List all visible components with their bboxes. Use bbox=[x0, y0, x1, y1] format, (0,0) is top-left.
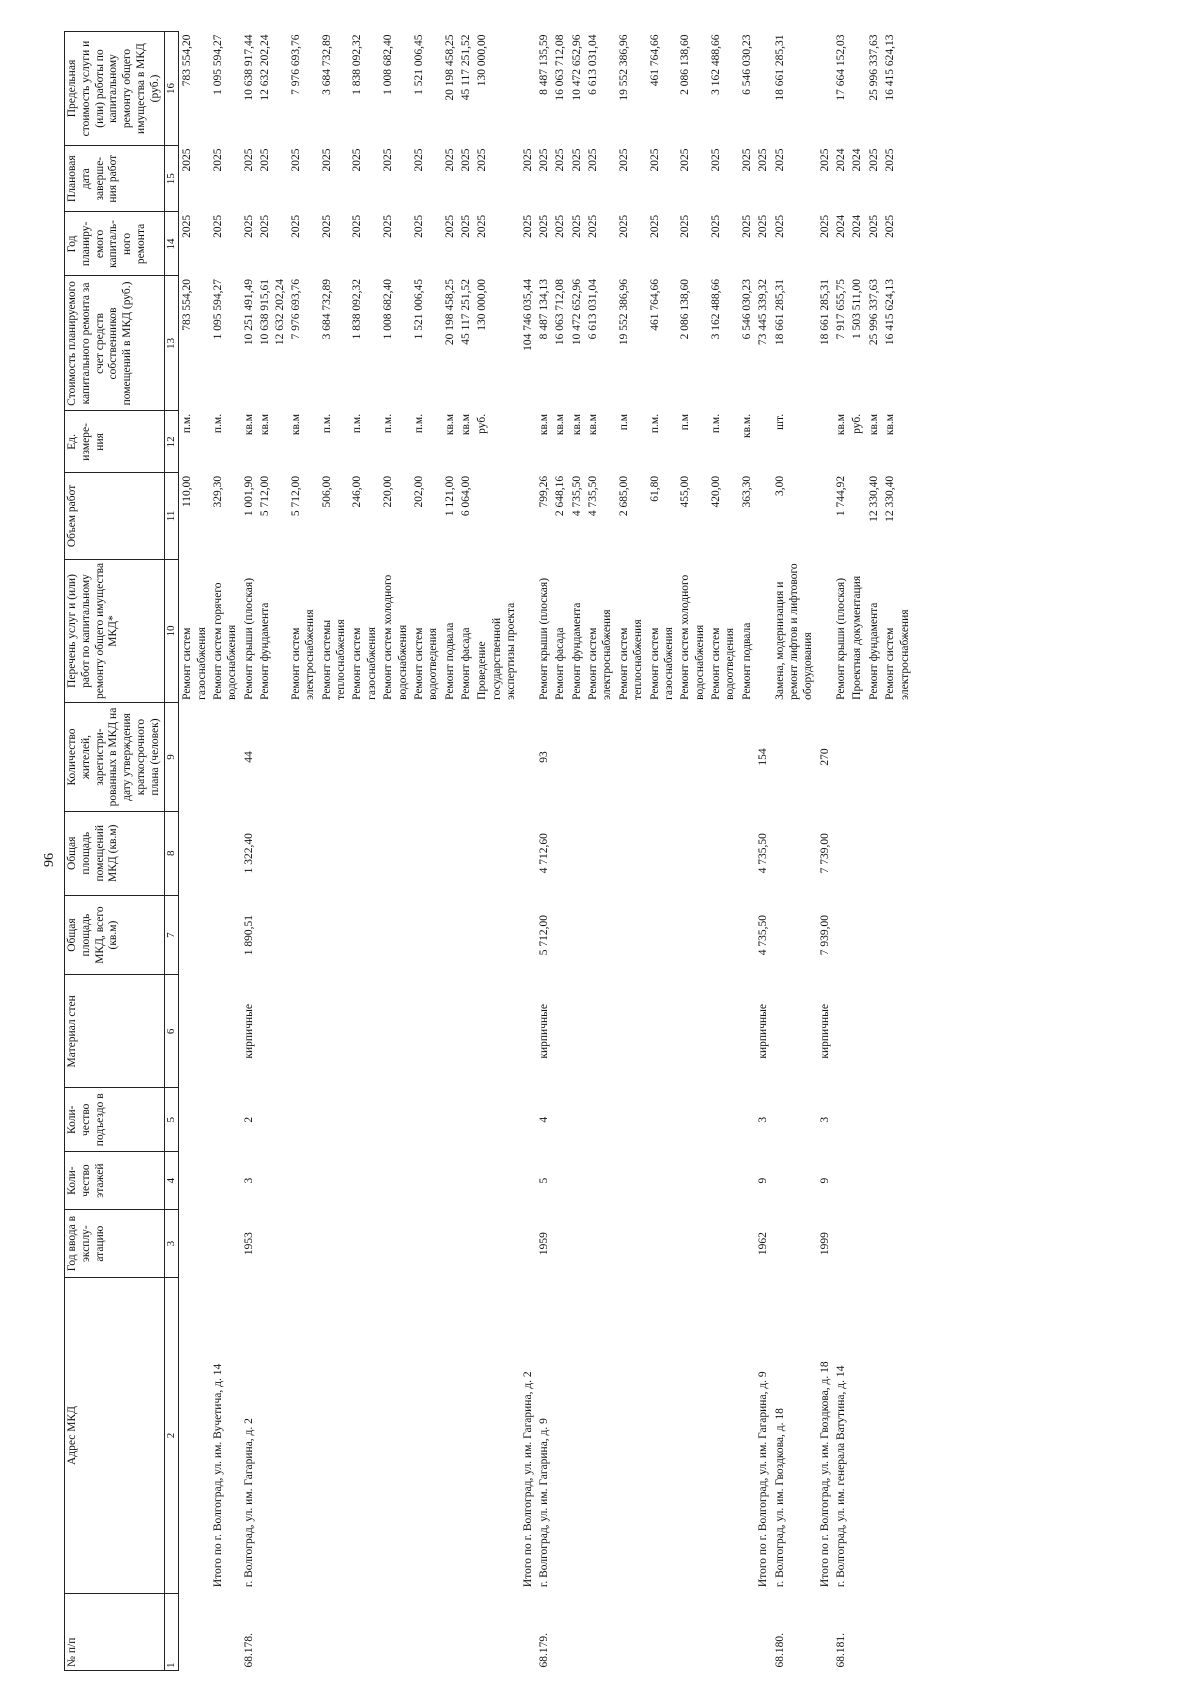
work-cost: 1 008 682,40 bbox=[382, 279, 395, 340]
area-total: 7 939,00 bbox=[818, 914, 831, 956]
work-date: 2025 bbox=[884, 148, 897, 172]
work-name: Ремонт подвала bbox=[740, 622, 753, 700]
work-cost: 16 063 712,08 bbox=[554, 279, 567, 346]
work-volume: 1 744,92 bbox=[835, 475, 848, 517]
work-unit: кв.м bbox=[289, 413, 302, 436]
work-unit: кв.м bbox=[242, 413, 255, 436]
work-limit: 10 472 652,96 bbox=[570, 34, 583, 101]
total-date: 2025 bbox=[818, 148, 831, 172]
work-limit: 130 000,00 bbox=[476, 34, 489, 87]
work-limit: 1 838 092,32 bbox=[351, 34, 364, 95]
entrances: 3 bbox=[818, 1116, 831, 1123]
work-date: 2025 bbox=[181, 148, 194, 172]
work-name: Ремонт фундамента bbox=[259, 602, 272, 700]
work-name: Ремонт фундамента bbox=[867, 602, 880, 700]
work-year: 2025 bbox=[537, 214, 550, 238]
work-name: Ремонт систем электроснабжения bbox=[289, 609, 317, 700]
work-limit: 18 661 285,31 bbox=[773, 34, 786, 101]
work-cost: 12 632 202,24 bbox=[273, 279, 286, 346]
residents: 270 bbox=[818, 748, 831, 766]
col-header-works: Перечень услуг и (или) работ по капитальному ремонту общего имущества МКД* bbox=[65, 559, 165, 703]
column-number: 4 bbox=[164, 1152, 179, 1210]
col-header-built: Год ввода в эксплу-атацию bbox=[65, 1209, 165, 1278]
wall-material: кирпичные bbox=[757, 1004, 770, 1059]
work-limit: 16 063 712,08 bbox=[554, 34, 567, 101]
area-total: 1 890,51 bbox=[242, 914, 255, 956]
col-header-entrances: Коли-чество подъездо в bbox=[65, 1088, 165, 1152]
work-name: Проведение государственной экспертизы проекта bbox=[476, 602, 518, 700]
work-limit: 25 996 337,63 bbox=[867, 34, 880, 101]
work-year: 2025 bbox=[587, 214, 600, 238]
work-name: Ремонт крыши (плоская) bbox=[835, 577, 848, 700]
total-year: 2025 bbox=[757, 214, 770, 238]
work-unit: п.м bbox=[679, 413, 692, 431]
table-row bbox=[349, 32, 380, 1671]
total-label: Итого по г. Волгоград, ул. им. Гагарина, д. 9 bbox=[757, 1371, 770, 1588]
building-address: г. Волгоград, ул. им. генерала Ватутина, д. 14 bbox=[835, 1365, 848, 1588]
work-date: 2025 bbox=[382, 148, 395, 172]
work-year: 2025 bbox=[740, 214, 753, 238]
total-cost: 1 095 594,27 bbox=[212, 279, 225, 340]
work-volume: 2 648,16 bbox=[554, 475, 567, 517]
work-limit: 45 117 251,52 bbox=[460, 34, 473, 101]
work-year: 2025 bbox=[648, 214, 661, 238]
area-rooms: 1 322,40 bbox=[242, 833, 255, 874]
work-name: Ремонт систем холодного водоснабжения bbox=[679, 574, 706, 700]
work-cost: 461 764,66 bbox=[648, 279, 661, 331]
item-number: 68.181. bbox=[835, 1633, 848, 1668]
work-unit: п.м. bbox=[412, 413, 425, 434]
total-year: 2025 bbox=[818, 214, 831, 238]
work-date: 2025 bbox=[679, 148, 692, 172]
work-year: 2025 bbox=[320, 214, 333, 238]
residents: 93 bbox=[537, 751, 550, 763]
work-cost: 6 613 031,04 bbox=[587, 279, 600, 340]
work-volume: 246,00 bbox=[351, 475, 364, 508]
table-row bbox=[882, 32, 913, 1671]
col-header-volume: Объем работ bbox=[65, 473, 165, 559]
work-unit: п.м. bbox=[181, 413, 194, 434]
work-unit: кв.м bbox=[554, 413, 567, 436]
work-unit: руб. bbox=[476, 413, 489, 434]
column-number: 2 bbox=[164, 1278, 179, 1593]
work-year: 2025 bbox=[867, 214, 880, 238]
repair-plan-table bbox=[64, 31, 913, 1671]
building-address: г. Волгоград, ул. им. Гагарина, д. 9 bbox=[537, 1418, 550, 1588]
work-unit: кв.м. bbox=[740, 413, 753, 438]
work-volume: 329,30 bbox=[212, 475, 225, 508]
work-volume: 4 735,50 bbox=[587, 475, 600, 517]
col-header-area-rooms: Общая площадь помещений МКД (кв.м) bbox=[65, 811, 165, 895]
table-row bbox=[647, 32, 678, 1671]
col-header-floors: Коли-чество этажей bbox=[65, 1152, 165, 1210]
work-unit: п.м. bbox=[320, 413, 333, 434]
area-total: 4 735,50 bbox=[757, 914, 770, 956]
work-date: 2024 bbox=[851, 148, 864, 172]
total-year: 2025 bbox=[212, 214, 225, 238]
work-cost: 3 162 488,66 bbox=[710, 279, 723, 340]
work-volume: 506,00 bbox=[320, 475, 333, 508]
work-cost: 6 546 030,23 bbox=[740, 279, 753, 340]
work-name: Ремонт систем водоотведения bbox=[412, 627, 440, 700]
total-cost: 73 445 339,32 bbox=[757, 279, 770, 346]
work-cost: 1 838 092,32 bbox=[351, 279, 364, 340]
work-volume: 220,00 bbox=[382, 475, 395, 508]
work-name: Ремонт систем водоотведения bbox=[710, 627, 737, 700]
work-unit: кв.м bbox=[460, 413, 473, 436]
work-cost: 7 917 655,75 bbox=[835, 279, 848, 340]
work-name: Ремонт систем газоснабжения bbox=[351, 627, 378, 700]
work-limit: 8 487 135,59 bbox=[537, 34, 550, 95]
work-unit: п.м. bbox=[351, 413, 364, 434]
total-limit: 1 095 594,27 bbox=[212, 34, 225, 95]
work-name: Ремонт систем электроснабжения bbox=[587, 609, 614, 700]
work-limit: 19 552 386,96 bbox=[617, 34, 630, 101]
work-date: 2025 bbox=[460, 148, 473, 172]
work-year: 2025 bbox=[443, 214, 456, 238]
work-volume: 202,00 bbox=[412, 475, 425, 508]
work-cost: 25 996 337,63 bbox=[867, 279, 880, 346]
work-year: 2025 bbox=[617, 214, 630, 238]
col-header-date: Плановая дата заверше-ния работ bbox=[65, 146, 165, 212]
work-cost: 783 554,20 bbox=[181, 279, 194, 331]
work-name: Ремонт систем холодного водоснабжения bbox=[382, 574, 409, 700]
work-date: 2025 bbox=[570, 148, 583, 172]
floors: 9 bbox=[818, 1177, 831, 1184]
work-date: 2025 bbox=[289, 148, 302, 172]
table-row bbox=[616, 32, 647, 1671]
work-volume: 455,00 bbox=[679, 475, 692, 508]
work-volume: 4 735,50 bbox=[570, 475, 583, 517]
wall-material: кирпичные bbox=[818, 1004, 831, 1059]
work-year: 2025 bbox=[773, 214, 786, 238]
work-date: 2025 bbox=[259, 148, 272, 172]
work-volume: 110,00 bbox=[181, 475, 194, 508]
work-limit: 1 521 006,45 bbox=[412, 34, 425, 95]
work-limit: 1 008 682,40 bbox=[382, 34, 395, 95]
entrances: 2 bbox=[242, 1116, 255, 1123]
work-cost: 8 487 134,13 bbox=[537, 279, 550, 340]
work-date: 2025 bbox=[242, 148, 255, 172]
table-row bbox=[474, 32, 519, 1671]
work-date: 2025 bbox=[476, 148, 489, 172]
work-cost: 1 503 511,00 bbox=[851, 279, 864, 339]
work-volume: 420,00 bbox=[710, 475, 723, 508]
work-year: 2025 bbox=[476, 214, 489, 238]
work-volume: 6 064,00 bbox=[460, 475, 473, 517]
work-unit: кв.м bbox=[570, 413, 583, 436]
work-volume: 1 001,90 bbox=[242, 475, 255, 517]
work-year: 2024 bbox=[835, 214, 848, 238]
building-row bbox=[241, 32, 257, 1671]
table-row bbox=[739, 32, 755, 1671]
work-year: 2025 bbox=[679, 214, 692, 238]
item-number: 68.180. bbox=[773, 1633, 786, 1668]
work-unit: п.м. bbox=[212, 413, 225, 434]
col-header-limit: Предельная стоимость услуги и (или) работы по капитальному ремонту общего имущества в МКД (руб.) bbox=[65, 32, 165, 146]
column-number: 11 bbox=[164, 473, 179, 559]
work-name: Ремонт фундамента bbox=[570, 602, 583, 700]
work-name: Ремонт крыши (плоская) bbox=[242, 577, 255, 700]
work-year: 2025 bbox=[242, 214, 255, 238]
work-volume: 5 712,00 bbox=[289, 475, 302, 517]
work-name: Ремонт систем теплоснабжения bbox=[617, 619, 645, 700]
work-name: Ремонт подвала bbox=[443, 622, 456, 700]
work-cost: 45 117 251,52 bbox=[460, 279, 473, 345]
work-date: 2025 bbox=[710, 148, 723, 172]
work-year: 2025 bbox=[884, 214, 897, 238]
work-date: 2025 bbox=[587, 148, 600, 172]
work-volume: 12 330,40 bbox=[884, 475, 897, 522]
page-number: 96 bbox=[42, 853, 57, 867]
floors: 9 bbox=[757, 1177, 770, 1184]
area-rooms: 4 735,50 bbox=[757, 833, 770, 874]
area-total: 5 712,00 bbox=[537, 914, 550, 956]
work-cost: 16 415 624,13 bbox=[884, 279, 897, 346]
work-year: 2025 bbox=[570, 214, 583, 238]
work-limit: 12 632 202,24 bbox=[259, 34, 272, 101]
work-unit: кв.м bbox=[587, 413, 600, 436]
work-year: 2025 bbox=[351, 214, 364, 238]
col-header-address: Адрес МКД bbox=[65, 1278, 165, 1593]
table-row bbox=[411, 32, 442, 1671]
column-number: 9 bbox=[164, 703, 179, 811]
work-limit: 16 415 624,13 bbox=[884, 34, 897, 101]
work-limit: 461 764,66 bbox=[648, 34, 661, 87]
total-year: 2025 bbox=[521, 214, 534, 238]
work-name: Ремонт систем горячего водоснабжения bbox=[212, 582, 239, 700]
work-name: Ремонт системы теплоснабжения bbox=[320, 619, 348, 700]
area-rooms: 4 712,60 bbox=[537, 833, 550, 874]
column-number: 10 bbox=[164, 559, 179, 703]
floors: 5 bbox=[537, 1177, 550, 1184]
work-unit: кв.м bbox=[259, 413, 272, 436]
work-date: 2025 bbox=[554, 148, 567, 172]
work-name: Ремонт систем газоснабжения bbox=[181, 627, 208, 700]
work-year: 2025 bbox=[259, 214, 272, 238]
column-number: 3 bbox=[164, 1209, 179, 1278]
work-limit: 20 198 458,25 bbox=[443, 34, 456, 101]
floors: 3 bbox=[242, 1177, 255, 1184]
total-date: 2025 bbox=[757, 148, 770, 172]
work-name: Ремонт систем электроснабжения bbox=[884, 609, 911, 700]
work-year: 2025 bbox=[412, 214, 425, 238]
column-number: 8 bbox=[164, 811, 179, 895]
item-number: 68.178. bbox=[242, 1633, 255, 1668]
entrances: 4 bbox=[537, 1116, 550, 1123]
residents: 44 bbox=[242, 751, 255, 763]
work-date: 2025 bbox=[320, 148, 333, 172]
work-cost: 7 976 693,76 bbox=[289, 279, 302, 340]
building-row bbox=[772, 32, 817, 1671]
work-name: Ремонт фасада bbox=[554, 627, 567, 700]
work-date: 2024 bbox=[835, 148, 848, 172]
work-cost: 19 552 386,96 bbox=[617, 279, 630, 346]
work-volume: 5 712,00 bbox=[259, 475, 272, 517]
work-cost: 1 521 006,45 bbox=[412, 279, 425, 340]
work-cost: 10 251 491,49 bbox=[242, 279, 255, 346]
col-header-walls: Материал стен bbox=[65, 975, 165, 1088]
work-unit: п.м. bbox=[648, 413, 661, 434]
work-unit: кв.м bbox=[443, 413, 456, 436]
total-row bbox=[210, 32, 241, 1671]
work-unit: шт. bbox=[773, 413, 786, 430]
col-header-num: № п/п bbox=[65, 1593, 165, 1670]
work-date: 2025 bbox=[617, 148, 630, 172]
column-number: 5 bbox=[164, 1088, 179, 1152]
year-built: 1999 bbox=[818, 1232, 831, 1256]
work-date: 2025 bbox=[740, 148, 753, 172]
col-header-unit: Ед. измере-ния bbox=[65, 411, 165, 473]
table-row bbox=[866, 32, 882, 1671]
table-row bbox=[458, 32, 474, 1671]
work-date: 2025 bbox=[867, 148, 880, 172]
work-year: 2025 bbox=[289, 214, 302, 238]
total-date: 2025 bbox=[521, 148, 534, 172]
work-unit: п.м. bbox=[382, 413, 395, 434]
table-row bbox=[319, 32, 350, 1671]
work-volume: 1 121,00 bbox=[443, 475, 456, 517]
work-limit: 6 546 030,23 bbox=[740, 34, 753, 95]
column-number: 6 bbox=[164, 975, 179, 1088]
total-label: Итого по г. Волгоград, ул. им. Гвоздкова, д. 18 bbox=[818, 1361, 831, 1588]
year-built: 1953 bbox=[242, 1232, 255, 1256]
column-number: 14 bbox=[164, 212, 179, 276]
work-unit: кв.м bbox=[884, 413, 897, 436]
work-date: 2025 bbox=[648, 148, 661, 172]
work-name: Ремонт крыши (плоская) bbox=[537, 577, 550, 700]
building-address: г. Волгоград, ул. им. Гагарина, д. 2 bbox=[242, 1418, 255, 1588]
table-row bbox=[380, 32, 411, 1671]
work-volume: 799,26 bbox=[537, 475, 550, 508]
table-row bbox=[288, 32, 319, 1671]
table-row bbox=[179, 32, 210, 1671]
work-limit: 783 554,20 bbox=[181, 34, 194, 87]
work-limit: 3 162 488,66 bbox=[710, 34, 723, 95]
column-number: 1 bbox=[164, 1593, 179, 1670]
entrances: 3 bbox=[757, 1116, 770, 1123]
work-unit: руб. bbox=[851, 413, 864, 434]
work-limit: 6 613 031,04 bbox=[587, 34, 600, 95]
year-built: 1962 bbox=[757, 1232, 770, 1256]
column-number: 7 bbox=[164, 895, 179, 975]
repair-plan-table-sheet bbox=[64, 31, 1196, 1671]
work-limit: 17 664 152,03 bbox=[835, 34, 848, 101]
work-year: 2025 bbox=[710, 214, 723, 238]
table-row bbox=[257, 32, 288, 1671]
work-date: 2025 bbox=[773, 148, 786, 172]
work-limit: 3 684 732,89 bbox=[320, 34, 333, 95]
wall-material: кирпичные bbox=[537, 1004, 550, 1059]
work-year: 2024 bbox=[851, 214, 864, 238]
work-year: 2025 bbox=[554, 214, 567, 238]
total-label: Итого по г. Волгоград, ул. им. Гагарина, д. 2 bbox=[521, 1371, 534, 1588]
column-number: 13 bbox=[164, 276, 179, 411]
work-year: 2025 bbox=[460, 214, 473, 238]
work-name: Проектная документация bbox=[851, 575, 864, 700]
building-row bbox=[536, 32, 552, 1671]
building-address: г. Волгоград, ул. им. Гвоздкова, д. 18 bbox=[773, 1408, 786, 1588]
residents: 154 bbox=[757, 748, 770, 766]
area-rooms: 7 739,00 bbox=[818, 833, 831, 874]
work-cost: 18 661 285,31 bbox=[773, 279, 786, 346]
table-row bbox=[552, 32, 568, 1671]
total-row bbox=[817, 32, 833, 1671]
table-row bbox=[849, 32, 865, 1671]
col-header-year: Год планиру-емого капиталь-ного ремонта bbox=[65, 212, 165, 276]
work-volume: 61,80 bbox=[648, 475, 661, 502]
work-volume: 2 685,00 bbox=[617, 475, 630, 517]
work-volume: 3,00 bbox=[773, 475, 786, 496]
header-row bbox=[65, 32, 165, 1671]
work-date: 2025 bbox=[537, 148, 550, 172]
column-number: 15 bbox=[164, 146, 179, 212]
work-cost: 10 472 652,96 bbox=[570, 279, 583, 346]
work-date: 2025 bbox=[351, 148, 364, 172]
work-limit: 7 976 693,76 bbox=[289, 34, 302, 95]
work-limit: 10 638 917,44 bbox=[242, 34, 255, 101]
work-cost: 10 638 915,61 bbox=[259, 279, 272, 346]
work-cost: 130 000,00 bbox=[476, 279, 489, 331]
column-number: 12 bbox=[164, 411, 179, 473]
work-unit: п.м bbox=[617, 413, 630, 431]
table-row bbox=[585, 32, 616, 1671]
work-volume: 363,30 bbox=[740, 475, 753, 508]
work-unit: кв.м bbox=[537, 413, 550, 436]
building-row bbox=[833, 32, 849, 1671]
work-cost: 2 086 138,60 bbox=[679, 279, 692, 340]
work-year: 2025 bbox=[382, 214, 395, 238]
work-date: 2025 bbox=[412, 148, 425, 172]
work-name: Замена, модернизация и ремонт лифтов и лифтового оборудования bbox=[773, 563, 815, 700]
work-year: 2025 bbox=[181, 214, 194, 238]
total-date: 2025 bbox=[212, 148, 225, 172]
work-unit: кв.м bbox=[835, 413, 848, 436]
item-number: 68.179. bbox=[537, 1633, 550, 1668]
total-row bbox=[755, 32, 771, 1671]
work-unit: п.м. bbox=[710, 413, 723, 434]
column-number: 16 bbox=[164, 32, 179, 146]
work-name: Ремонт систем газоснабжения bbox=[648, 627, 675, 700]
work-volume: 12 330,40 bbox=[867, 475, 880, 522]
table-row bbox=[569, 32, 585, 1671]
col-header-cost: Стоимость планируемого капитального ремонта за счет средств собственников помещений в МКД (руб.) bbox=[65, 276, 165, 411]
col-header-area-total: Общая площадь МКД, всего (кв.м) bbox=[65, 895, 165, 975]
table-row bbox=[442, 32, 458, 1671]
wall-material: кирпичные bbox=[242, 1004, 255, 1059]
table-row bbox=[677, 32, 708, 1671]
col-header-residents: Количество жителей, зарегистри-рованных в МКД на дату утверждения краткосрочного плана (человек) bbox=[65, 703, 165, 811]
total-label: Итого по г. Волгоград, ул. им. Вучетича, д. 14 bbox=[212, 1363, 225, 1588]
work-limit: 2 086 138,60 bbox=[679, 34, 692, 95]
table-row bbox=[708, 32, 739, 1671]
total-cost: 104 746 035,44 bbox=[521, 279, 534, 351]
work-cost: 20 198 458,25 bbox=[443, 279, 456, 346]
work-cost: 3 684 732,89 bbox=[320, 279, 333, 340]
total-cost: 18 661 285,31 bbox=[818, 279, 831, 346]
total-row bbox=[520, 32, 536, 1671]
work-date: 2025 bbox=[443, 148, 456, 172]
work-unit: кв.м bbox=[867, 413, 880, 436]
work-name: Ремонт фасада bbox=[460, 627, 473, 700]
column-number-row bbox=[164, 32, 179, 1671]
year-built: 1959 bbox=[537, 1232, 550, 1256]
